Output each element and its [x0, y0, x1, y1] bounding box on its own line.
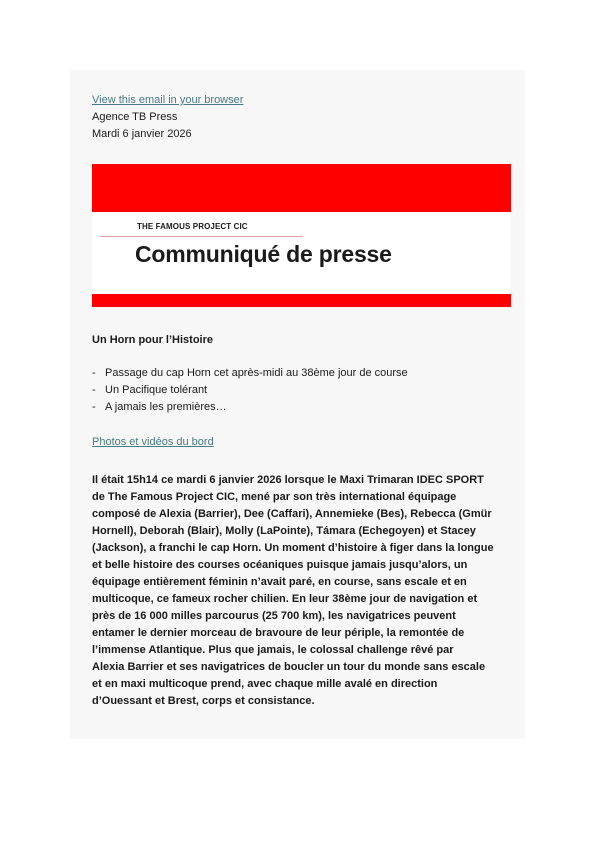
email-card [70, 70, 525, 739]
body-line: l’immense Atlantique. Plus que jamais, le colossal challenge rêvé par [92, 644, 454, 656]
body-line: Hornell), Deborah (Blair), Molly (LaPointe), Támara (Echegoyen) et Stacey [92, 525, 476, 537]
body-line: (Jackson), a franchi le cap Horn. Un moment d’histoire à figer dans la longue [92, 542, 494, 554]
body-line: de The Famous Project CIC, mené par son très international équipage [92, 491, 457, 503]
body-line: et belle histoire des courses océaniques puisque jamais jusqu’alors, un [92, 559, 468, 571]
banner-white-band [92, 212, 511, 294]
banner-title: Communiqué de presse [135, 241, 392, 267]
body-line: multicoque, ce fameux rocher chilien. En leur 38ème jour de navigation et [92, 593, 478, 605]
list-item-text: A jamais les premières… [105, 401, 227, 413]
bullet-marker: - [92, 401, 96, 413]
agency-name: Agence TB Press [92, 111, 178, 123]
email-date: Mardi 6 janvier 2026 [92, 128, 192, 140]
press-release-banner [92, 164, 511, 307]
bullet-marker: - [92, 367, 96, 379]
list-item [92, 365, 408, 382]
list-item [92, 382, 408, 399]
email-header [92, 92, 512, 143]
view-in-browser-link[interactable]: View this email in your browser [92, 94, 244, 106]
body-line: Alexia Barrier et ses navigatrices de boucler un tour du monde sans escale [92, 661, 486, 673]
banner-divider [100, 236, 303, 237]
body-line: Il était 15h14 ce mardi 6 janvier 2026 lorsque le Maxi Trimaran IDEC SPORT [92, 474, 484, 486]
body-line: équipage entièrement féminin n’avait paré, en course, sans escale et en [92, 576, 467, 588]
article-headline: Un Horn pour l’Histoire [92, 334, 213, 346]
article-body [92, 472, 517, 710]
body-line: près de 16 000 milles parcourus (25 700 km), les navigatrices peuvent [92, 610, 456, 622]
photos-videos-link[interactable]: Photos et vidéos du bord [92, 436, 214, 448]
body-line: d’Ouessant et Brest, corps et consistance. [92, 695, 315, 707]
list-item [92, 399, 408, 416]
banner-kicker: THE FAMOUS PROJECT CIC [137, 222, 248, 231]
body-line: entamer le dernier morceau de bravoure de leur périple, la remontée de [92, 627, 465, 639]
list-item-text: Passage du cap Horn cet après-midi au 38ème jour de course [105, 367, 408, 379]
body-line: composé de Alexia (Barrier), Dee (Caffari), Annemieke (Bes), Rebecca (Gmür [92, 508, 492, 520]
highlights-list [92, 365, 408, 416]
bullet-marker: - [92, 384, 96, 396]
body-line: et en maxi multicoque prend, avec chaque mille avalé en direction [92, 678, 438, 690]
list-item-text: Un Pacifique tolérant [105, 384, 208, 396]
